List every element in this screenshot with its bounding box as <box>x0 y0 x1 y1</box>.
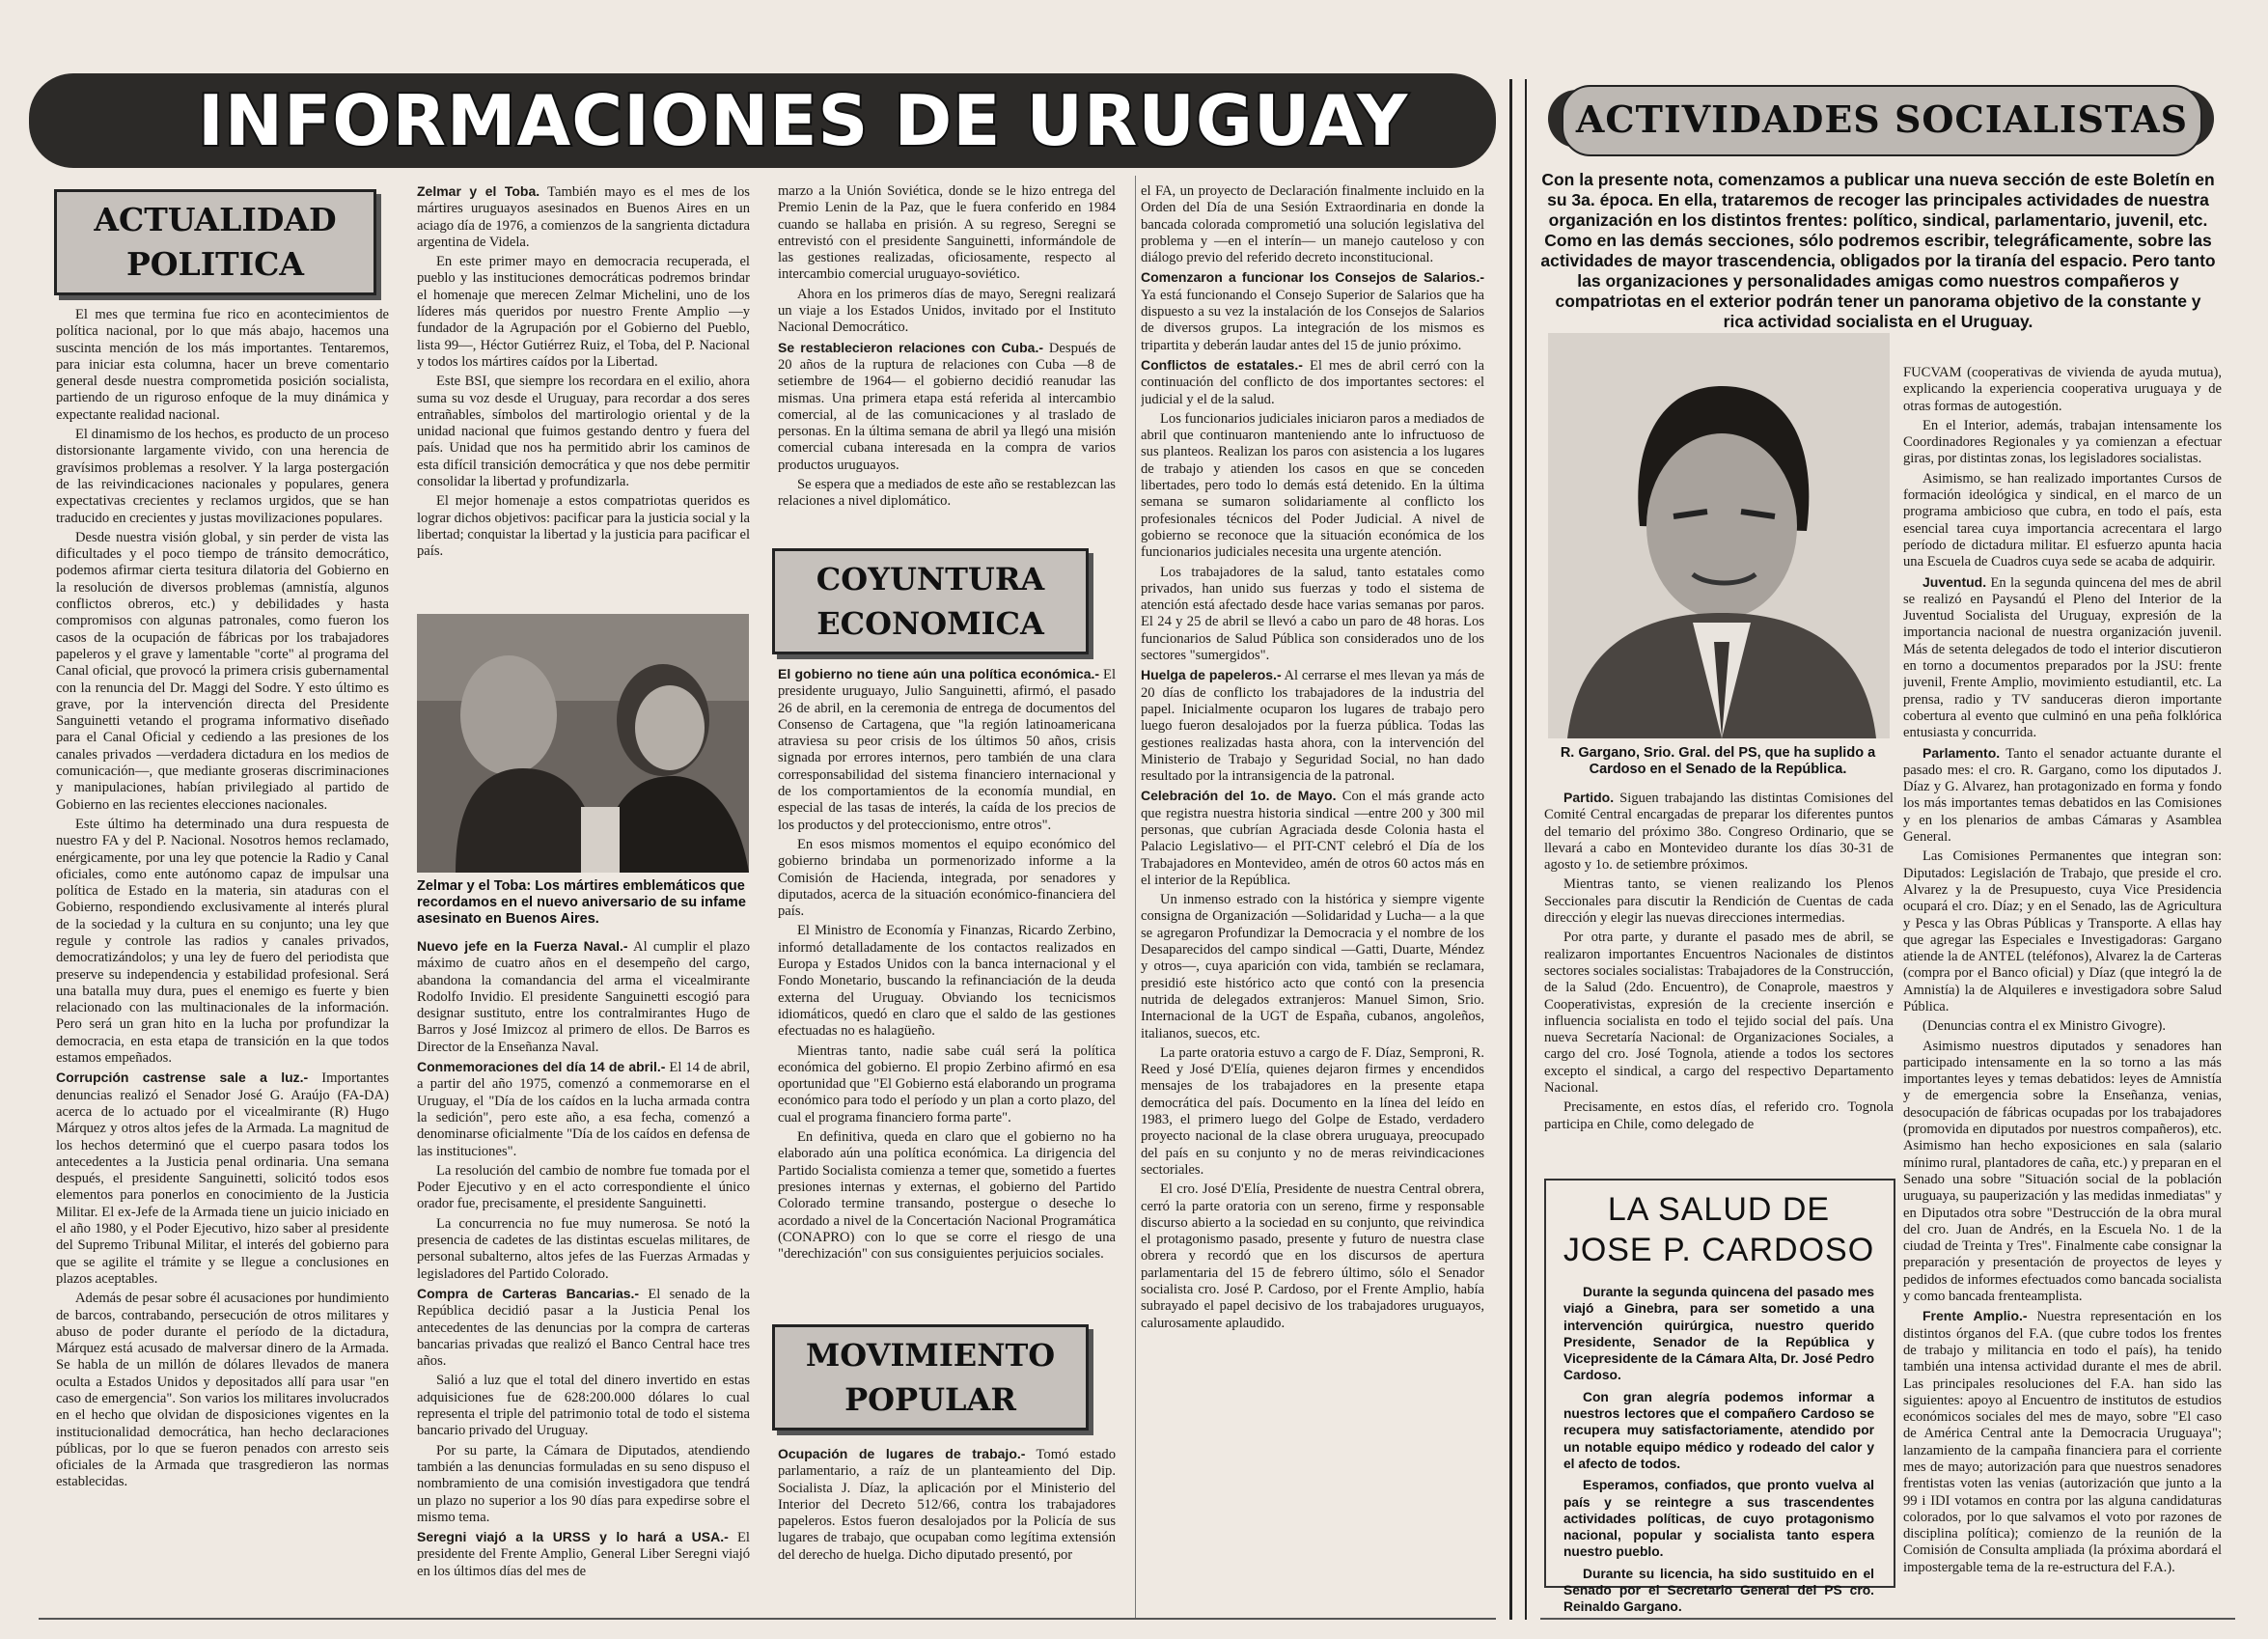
paragraph-text: Siguen trabajando las distintas Comisiones del Comité Central encargadas de preparar los diferentes puntos del temario del próximo 38o. Congreso Ordinario, que se llevará a cabo en Montevideo durante los días 30-31 de agosto y 1o. de setiembre próximos. <box>1544 791 1894 874</box>
column-6 <box>1903 365 2222 1616</box>
section-box-coyuntura <box>772 548 1089 654</box>
paragraph <box>1544 790 1894 874</box>
paragraph-text: Ya está funcionando el Consejo Superior de Salarios que ha dispuesto a su vez la instalación de los Consejos de Salarios de diversos grupos. La integración de los mismos es tripartita y deberán laudar antes del 15 de junio próximo. <box>1141 287 1484 353</box>
subhead: Juventud. <box>1922 573 1987 590</box>
paragraph <box>1141 269 1484 353</box>
section-label-coyuntura-1: COYUNTURA <box>816 561 1045 597</box>
paragraph <box>417 938 750 1056</box>
column-divider-right <box>1525 79 1527 1620</box>
paragraph-text: Tanto el senador actuante durante el pasado mes: el cro. R. Gargano, como los diputados J. Díaz y G. Alvarez, han protagonizado en forma y fondo los más importantes temas debatidos en las Comisiones y en los plenarios de ambas Cámaras y Asamblea General. <box>1903 745 2222 846</box>
paragraph <box>417 183 750 251</box>
subhead: Conmemoraciones del día 14 de abril.- <box>417 1059 666 1075</box>
section-label-coyuntura-2: ECONOMICA <box>816 605 1044 642</box>
paragraph: La parte oratoria estuvo a cargo de F. Díaz, Semproni, R. Reed y José D'Elía, quienes dejaron firmes y encendidos mensajes de los trabajadores en la presente etapa democrática del país. Documento en la línea del leído en 1983, el primero luego del Golpe de Estado, verdadero proyecto nacional de la clase obrera uruguaya, preocupado del país en su conjunto y no de meras reivindicaciones sectoriales. <box>1141 1044 1484 1178</box>
paragraph: Un inmenso estrado con la histórica y siempre vigente consigna de Organización —Solidaridad y Lucha— a la que se agregaron Profundizar la Democracia y el nombre de los Desaparecidos del campo sindical —Gatti, Duarte, Méndez y otros—, cuya aparición con vida, también se reclamara, presidió este histórico acto que contó con la presencia nutrida de delegados extranjeros: Manuel Simon, Srio. Internacional de la UGT de España, cubanos, angoleños, italianos, suecos, etc. <box>1141 892 1484 1042</box>
paragraph <box>1141 667 1484 785</box>
actividades-intro: Con la presente nota, comenzamos a publicar una nueva sección de este Boletín en su 3a. época. En ella, trataremos de recoger las principales actividades de nuestra organización en los distintos frentes: político, sindical, parlamentario, juvenil, etc. Como en las demás secciones, sólo podremos escribir, telegráficamente, sobre las actividades de mayor trascendencia, obligados por la tiranía del espacio. Pero tanto las organizaciones y personalidades amigas como nuestros compañeros y compatriotas en el exterior podrán tener un panorama objetivo de la constante y rica actividad socialista en el Uruguay. <box>1540 170 2216 331</box>
section-label-actualidad-2: POLITICA <box>125 245 305 283</box>
paragraph-text: Al cerrarse el mes llevan ya más de 20 días de conflicto los trabajadores de la industria del papel. Inicialmente ocuparon los lugares de trabajo pero luego fueron desalojados por la fuerza pública. Todas las gestiones realizadas hasta ahora, con la intervención del Ministerio de Trabajo y Seguridad Social, no han dado resultado por la intransigencia de la patronal. <box>1141 668 1484 785</box>
paragraph: Durante su licencia, ha sido sustituido en el Senado por el Secretario General del PS cro. Reinaldo Gargano. <box>1563 1566 1874 1615</box>
paragraph: El cro. José D'Elía, Presidente de nuestra Central obrera, cerró la parte oratoria con un sereno, firme y responsable discurso abierto a la sociedad en su conjunto, que reivindica el protagonismo pasado, presente y futuro de nuestra clase obrera y recordó que en los discursos de apertura parlamentaria del 15 de febrero último, sólo el Senador socialista cro. José P. Cardoso, por el Frente Amplio, había subrayado el papel decisivo de los trabajadores uruguayos, calurosamente aplaudido. <box>1141 1181 1484 1331</box>
paragraph-text: También mayo es el mes de los mártires uruguayos asesinados en Buenos Aires en un aciago día de 1976, a comienzos de la sangrienta dictadura argentina de Videla. <box>417 184 750 250</box>
paragraph <box>417 1059 750 1160</box>
paragraph: Las Comisiones Permanentes que integran son: Diputados: Legislación de Trabajo, que preside el cro. Alvarez y la de Presupuesto, cuya Vice Presidencia ocupará el cro. Díaz; y en el Senado, las de Agricultura y Pesca y las Obras Públicas y Transporte. A ellas hay que agregar las Especiales e Investigadoras: Gargano atiende la de ANTEL (teléfonos), Alvarez la de Carteras (compra por el Banco oficial) y Díaz (que integró la de Amnistía) la de Alquileres e investigadora sobre Salud Pública. <box>1903 848 2222 1014</box>
paragraph-text: El presidente del Frente Amplio, General Liber Seregni viajó en los últimos días del mes de <box>417 1530 750 1579</box>
paragraph <box>778 1446 1116 1564</box>
paragraph <box>417 1529 750 1580</box>
column-2 <box>417 183 750 606</box>
paragraph: FUCVAM (cooperativas de vivienda de ayuda mutua), explicando la experiencia cooperativa uruguaya y de otras formas de autogestión. <box>1903 365 2222 414</box>
paragraph-text: El 14 de abril, a partir del año 1975, comenzó a conmemorarse en el Uruguay, el "Día de los caídos en la lucha armada contra la sedición", pero este año, a esa fecha, comenzó a denominarse oficialmente "Día de los caídos en defensa de las instituciones". <box>417 1060 750 1159</box>
paragraph: Desde nuestra visión global, y sin perder de vista las dificultades y el poco tiempo de tránsito democrático, podemos afirmar cierta tesitura dilatoria del Gobierno en la resolución de diversos problemas (amnistía, algunos conflictos obreros, etc.) y debilidades y hasta compromisos con algunas patronales, como fueron los casos de la ocupación de fábricas por los trabajadores papeleros y el grave y lamentable "corte" al programa del Canal oficial, que provocó la primera crisis gubernamental con la renuncia del Dr. Maggi del Sodre. Y esto último es grave, por la intervención directa del Presidente Sanguinetti vetando el programa informativo diseñado para el Canal Oficial y cediendo a las presiones de los canales privados —verdadera dictadura en los medios de comunicación—, que mediante groseras discriminaciones y manipulaciones, habían privilegiado al partido de Gobierno en las recientes elecciones nacionales. <box>56 529 389 813</box>
paragraph <box>417 1286 750 1370</box>
paragraph: En esos mismos momentos el equipo económico del gobierno brindaba un pormenorizado informe a la Comisión de Hacienda, integrada, por senadores y diputados, acerca de la situación económico-financiera del país. <box>778 836 1116 920</box>
column-4 <box>1141 183 1484 1616</box>
paragraph-text: El senado de la República decidió pasar a la Justicia Penal los antecedentes de las denuncias por la compra de carteras bancarias privadas que realizó el Banco Central hace tres años. <box>417 1286 750 1370</box>
photo-zelmar-toba-image <box>417 614 749 873</box>
photo-zelmar-toba <box>417 614 749 873</box>
paragraph-text: En la segunda quincena del mes de abril se realizó en Paysandú el Pleno del Interior de la Juventud Socialista del Uruguay, expresión de la importancia nacional de nuestra organización juvenil. Más de setenta delegados de todo el interior discutieron en torno a documentos preparados por la JSU: frente juvenil, Frente Amplio, movimiento estudiantil, etc. La prensa, radio y TV sanduceras dieron importante cobertura al evento que culminó en una peña folklórica entusiasta y concurrida. <box>1903 574 2222 741</box>
paragraph-text: Después de 20 años de la ruptura de relaciones con Cuba —8 de setiembre de 1964— el gobierno decidió reanudar las mismas. Una primera etapa está referida al intercambio comercial, al de las comunicaciones y al traslado de personas. En la última semana de abril ya llegó una misión comercial cubana interesada en la compra de varios productos uruguayos. <box>778 340 1116 473</box>
paragraph <box>56 1070 389 1288</box>
photo-gargano-image <box>1548 333 1890 738</box>
paragraph: marzo a la Unión Soviética, donde se le hizo entrega del Premio Lenin de la Paz, que le fuera conferido en 1984 cuando se hallaba en prisión. A su regreso, Seregni se entrevistó con el presidente Sanguinetti, informándole de las gestiones realizadas, oficiosamente, respecto al intercambio comercial uruguayo-soviético. <box>778 183 1116 283</box>
subhead: Ocupación de lugares de trabajo.- <box>778 1446 1026 1461</box>
column-2-lower <box>417 938 750 1614</box>
paragraph: Los trabajadores de la salud, tanto estatales como privados, han unido sus fuerzas y todo el sistema de atención está afectado desde hace varias semanas por paros. El 24 y 25 de abril se llevó a cabo un paro de 48 horas. Los funcionarios de Salud Pública son considerados uno de los sectores "sumergidos". <box>1141 564 1484 664</box>
paragraph <box>1903 574 2222 742</box>
paragraph: El mes que termina fue rico en acontecimientos de política nacional, por lo que más abajo, hacemos una suscinta mención de los más importantes. Tentaremos, para iniciar esta columna, hacer un breve comentario general desde nuestra comprometida posición socialista, partiendo de un riguroso enfoque de la muy dinámica y expectante realidad nacional. <box>56 307 389 423</box>
subhead: Nuevo jefe en la Fuerza Naval.- <box>417 938 628 954</box>
paragraph-text: El presidente uruguayo, Julio Sanguinetti, afirmó, el pasado 26 de abril, en la ceremonia de entrega de documentos del Consenso de Cartagena, que "la región latinoamericana atraviesa su peor crisis de los últimos 50 años, crisis signada por errores internos, pero también de una clara corresponsabilidad del sistema financiero internacional y de los comportamientos de la economía mundial, en especial de las tasas de interés, la caída de los precios de los productos y del proteccionismo, entre otros". <box>778 667 1116 833</box>
subhead: Compra de Carteras Bancarias.- <box>417 1285 640 1301</box>
paragraph: En definitiva, queda en claro que el gobierno no ha elaborado aún una política económica. La dirigencia del Partido Socialista comienza a temer que, sometido a fuertes presiones internas y externas, el gobierno del Partido Colorado termine transando, postergue o deseche lo acordado a nivel de la Concertación Nacional Programática (CONAPRO) con lo que se corre el riesgo de una "derechización" con sus consiguientes perjuicios sociales. <box>778 1129 1116 1263</box>
paragraph: Además de pesar sobre él acusaciones por hundimiento de barcos, contrabando, persecución de otros militares y abuso de poder durante el período de la dictadura, Márquez está acusado de malversar dinero de la Armada. Se habla de un millón de dólares llevados de manera oculta a Estados Unidos y depositados allí para usar "en caso de emergencia". Son varios los militares involucrados en el hecho que olvidan de disposiciones vigentes en la institucionalidad democrática, han hecho declaraciones públicas, por lo que se fueron penados con arresto seis oficiales de la Armada que trasgredieron las normas establecidas. <box>56 1291 389 1490</box>
paragraph <box>778 340 1116 474</box>
subhead: El gobierno no tiene aún una política económica.- <box>778 666 1100 681</box>
salud-title-line-1: LA SALUD DE <box>1607 1191 1831 1228</box>
paragraph: Durante la segunda quincena del pasado mes viajó a Ginebra, para ser sometido a una intervención quirúrgica, nuestro querido Presidente, Senador de la República y Vicepresidente de la Cámara Alta, Dr. José Pedro Cardoso. <box>1563 1285 1874 1383</box>
salud-title-line-2: JOSE P. CARDOSO <box>1563 1232 1875 1268</box>
paragraph: El Ministro de Economía y Finanzas, Ricardo Zerbino, informó detalladamente de los contactos realizados en Europa y Estados Unidos con la banca internacional y el Fondo Monetario, buscando la refinanciación de la deuda externa del Uruguay. Obviando los tecnicismos idiomáticos, quedó en claro que el saldo de las gestiones efectuadas no es halagüeño. <box>778 923 1116 1040</box>
paragraph: Ahora en los primeros días de mayo, Seregni realizará un viaje a los Estados Unidos, invitado por el Instituto Nacional Democrático. <box>778 286 1116 336</box>
column-3 <box>778 183 1116 541</box>
section-title-actividades: ACTIVIDADES SOCIALISTAS <box>1562 85 2202 156</box>
paragraph: En este primer mayo en democracia recuperada, el pueblo y las instituciones democráticas podremos brindar el homenaje que merecen Zelmar Michelini, uno de los líderes más queridos por nuestro Frente Amplio —y fundador de la Agrupación por el Gobierno del Pueblo, lista 99—, Héctor Gutiérrez Ruiz, el Toba, del P. Nacional y todos los mártires caídos por la Libertad. <box>417 254 750 370</box>
bottom-rule-left <box>39 1618 1496 1620</box>
subhead: Parlamento. <box>1922 744 2001 761</box>
section-label-actualidad-1: ACTUALIDAD <box>94 201 337 238</box>
paragraph: Salió a luz que el total del dinero invertido en estas adquisiciones fue de 628:200.000 dólares lo cual representa el triple del patrimonio total de todo el sistema bancario privado del Uruguay. <box>417 1373 750 1439</box>
section-box-movimiento <box>772 1324 1089 1431</box>
page-title: INFORMACIONES DE URUGUAY <box>198 80 1409 161</box>
paragraph <box>1903 745 2222 847</box>
paragraph: La concurrencia no fue muy numerosa. Se notó la presencia de cadetes de las distintas escuelas militares, de personal subalterno, altos jefes de las Fuerzas Armadas y legisladores del Partido Colorado. <box>417 1215 750 1282</box>
paragraph: Con gran alegría podemos informar a nuestros lectores que el compañero Cardoso se recupera muy satisfactoriamente, atendido por un notable equipo médico y rodeado del calor y el afecto de todos. <box>1563 1389 1874 1471</box>
paragraph: Esperamos, confiados, que pronto vuelva al país y se reintegre a sus trascendentes actividades políticas, de cuyo protagonismo nacional, popular y socialista tanto espera nuestro pueblo. <box>1563 1478 1874 1560</box>
subhead: Zelmar y el Toba. <box>417 183 540 199</box>
subhead: Comenzaron a funcionar los Consejos de Salarios.- <box>1141 269 1484 286</box>
subhead: Se restablecieron relaciones con Cuba.- <box>778 339 1044 355</box>
paragraph: En el Interior, además, trabajan intensamente los Coordinadores Regionales y ya comienzan a efectuar giras, por distintas zonas, los legisladores socialistas. <box>1903 417 2222 467</box>
paragraph: Asimismo, se han realizado importantes Cursos de formación ideológica y sindical, en el marco de un programa ambicioso que cubra, en todo el país, esta esencial tarea cuya importancia acrecentara el largo período de dictadura militar. El esfuerzo apunta hacia una Escuela de Cuadros cuya sede se acaba de adquirir. <box>1903 470 2222 570</box>
subhead: Corrupción castrense sale a luz.- <box>56 1070 309 1086</box>
paragraph-text: Importantes denuncias realizó el Senador José G. Araújo (FA-DA) acerca de lo actuado por el vicealmirante (R) Hugo Márquez y otros altos jefes de la Armada. La magnitud de los hechos determinó que el cuerpo pasara todos los antecedentes a la Justicia penal ordinaria. Una semana después, el presidente Sanguinetti, solicitó todos esos elementos para ponerlos en conocimiento de la Justicia Militar. El ex-Jefe de la Armada tiene un juicio iniciado en el año 1980, y el Poder Ejecutivo, hizo saber al presidente del Supremo Tribunal Militar, el interés del gobierno para que se agilite el trámite y se llegue a conclusiones en plazos aceptables. <box>56 1070 389 1287</box>
gutter-rule-col4 <box>1135 176 1136 1618</box>
paragraph: Mientras tanto, se vienen realizando los Plenos Seccionales para discutir la Rendición de Cuentas de cada dirección y elegir las nuevas direcciones intermedias. <box>1544 876 1894 927</box>
paragraph <box>1903 1308 2222 1576</box>
paragraph: El dinamismo de los hechos, es producto de un proceso distorsionante largamente vivido, con una herencia de gravísimos problemas a resolver. Y la larga postergación de las reivindicaciones nacionales y populares, genera expectativas crecientes y reclamos urgidos, que se han traducido en crecientes y justas movilizaciones populares. <box>56 427 389 526</box>
subhead: Partido. <box>1563 790 1615 805</box>
photo-caption-gargano: R. Gargano, Srio. Gral. del PS, que ha suplido a Cardoso en el Senado de la República. <box>1560 745 1876 777</box>
paragraph: (Denuncias contra el ex Ministro Givogre). <box>1922 1018 2167 1035</box>
paragraph: Los funcionarios judiciales iniciaron paros a mediados de abril que continuaron manteniendo ante lo infructuoso de sus planteos. Realizan los paros con asistencia a los lugares de trabajo y atienden los casos en que se conceden libertades, pero todo lo demás está detenido. En la última semana se sumaron solidariamente al conflicto los profesionales técnicos del Poder Judicial. A nivel de gobierno se reconoce que la situación económica de los funcionarios judiciales necesita una urgente atención. <box>1141 410 1484 561</box>
paragraph: Asimismo nuestros diputados y senadores han participado intensamente en la so torno a las más importantes leyes y temas debatidos: leyes de Amnistía y de emergencia sobre la Enseñanza, venias, desocupación de fábricas ocupadas por los trabajadores (promovida en diputados por nuestros compañeros), etc. Asimismo han hecho exposiciones en sala (salario mínimo rural, plantadores de caña, etc.) y preparan en el Senado una sobre "Situación social de la población uruguaya, su pauperización y las medidas inmediatas" y en Diputados otra sobre "Destrucción de la obra mural del cro. Juan de Andrés, en la Escuela No. 1 de la ciudad de Treinta y Tres". Finalmente cabe consignar la preparación y presentación de proyectos de leyes y pedidos de informes efectuados como bancada socialista y como bancada frenteamplista. <box>1903 1038 2222 1305</box>
column-3-middle <box>778 666 1116 1313</box>
paragraph <box>1141 788 1484 889</box>
column-3-lower <box>778 1446 1116 1616</box>
paragraph: La resolución del cambio de nombre fue tomada por el Poder Ejecutivo y en el acto correspondiente el único orador fue, precisamente, el presidente Sanguinetti. <box>417 1162 750 1212</box>
section-box-actualidad <box>54 189 376 295</box>
paragraph <box>1141 357 1484 408</box>
paragraph: Se espera que a mediados de este año se restablezcan las relaciones a nivel diplomático. <box>778 477 1116 510</box>
paragraph-text: Con el más grande acto que registra nuestra historia sindical —entre 200 y 300 mil personas, que cubrían Agraciada desde Colonia hasta el Palacio Legislativo— el PIT-CNT celebró el Día de los Trabajadores en Montevideo, amén de otros 60 actos más en el interior de la República. <box>1141 789 1484 888</box>
subhead: Huelga de papeleros.- <box>1141 667 1282 683</box>
section-label-movimiento-2: POPULAR <box>844 1381 1016 1418</box>
paragraph: Mientras tanto, nadie sabe cuál será la política económica del gobierno. El propio Zerbino afirmó en esa oportunidad que "El Gobierno está elaborando un programa económico para todo el período y un plan a corto plazo, del cual el programa financiero forma parte". <box>778 1042 1116 1125</box>
paragraph: El mejor homenaje a estos compatriotas queridos es lograr dichos objetivos: pacificar para la justicia social y la libertad; conquistar la libertad y la justicia para pacificar el país. <box>417 493 750 560</box>
column-5 <box>1544 790 1894 1168</box>
photo-caption-zelmar: Zelmar y el Toba: Los mártires emblemáticos que recordamos en el nuevo aniversario de su infame asesinato en Buenos Aires. <box>417 878 746 927</box>
paragraph: el FA, un proyecto de Declaración finalmente incluido en la Orden del Día de una Sesión Extraordinaria en donde la bancada colorada comprometió una solución legislativa del problema y —en el interín— un manejo cauteloso y con diálogo previo del referido decreto inconstitucional. <box>1141 183 1484 266</box>
paragraph: Precisamente, en estos días, el referido cro. Tognola participa en Chile, como delegado de <box>1544 1099 1894 1132</box>
paragraph <box>778 666 1116 834</box>
paragraph-text: El mes de abril cerró con la continuación del conflicto de dos importantes sectores: el judicial y el de la salud. <box>1141 357 1484 407</box>
subhead: Frente Amplio.- <box>1922 1308 2028 1324</box>
section-label-movimiento-1: MOVIMIENTO <box>805 1337 1056 1374</box>
subhead: Conflictos de estatales.- <box>1141 356 1303 373</box>
subhead: Celebración del 1o. de Mayo. <box>1141 788 1337 804</box>
paragraph: Este BSI, que siempre los recordara en el exilio, ahora suma su voz desde el Uruguay, para recordar a dos seres entrañables, símbolos del martirologio oriental y de la unidad nacional que fuimos gestando dentro y fuera del país. Unidad que nos ha permitido abrir los caminos de esta difícil transición democrática y que nos debe permitir consolidar la libertad y profundizarla. <box>417 374 750 490</box>
subhead: Seregni viajó a la URSS y lo hará a USA.- <box>417 1529 729 1545</box>
column-1 <box>56 307 389 1610</box>
paragraph: Por su parte, la Cámara de Diputados, atendiendo también a las denuncias formuladas en su seno dispuso el nombramiento de una comisión investigadora que tendrá un plazo no superior a los 90 días para expedirse sobre el mismo tema. <box>417 1442 750 1525</box>
paragraph: Este último ha determinado una dura respuesta de nuestro FA y del P. Nacional. Nosotros hemos reclamado, enérgicamente, por una ley que potencie la Radio y Canal oficiales, como ente autónomo capaz de impulsar una política de Estado en la materia, sin ataduras con el Gobierno, respondiendo exclusivamente al interés plural de la sociedad y la cultura en su conjunto; una ley que regule y controle las radios y canales privados, democratizándolos; y una ley de fuero del periodista que preserve su independencia y estabilidad profesional. Será una batalla muy dura, pues el enemigo es fuerte y bien relacionado con las multinacionales de la información. Pero será un gran hito en la lucha por profundizar la democracia, en esta etapa de transición en la que todos estamos empeñados. <box>56 816 389 1067</box>
salud-cardoso-text <box>1563 1284 1874 1621</box>
paragraph-text: Tomó estado parlamentario, a raíz de un planteamiento del Dip. Socialista J. Díaz, la aplicación por el Ministerio del Interior del Decreto 512/66, contra los trabajadores papeleros. Estos fueron desalojados por la Policía de sus lugares de trabajo, que ocupaban como legítima extensión del derecho de huelga. Dicho diputado presentó, por <box>778 1447 1116 1563</box>
photo-gargano <box>1548 333 1890 738</box>
paragraph-text: Al cumplir el plazo máximo de cuatro años en el desempeño del cargo, abandona la comandancia del arma el vicealmirante Rodolfo Invidio. El presidente Sanguinetti escogió para designar sustituto, entre los contralmirantes Hugo de Barros y José Imizcoz al primero de ellos. De Barros es Director de la Enseñanza Naval. <box>417 939 750 1055</box>
paragraph: Por otra parte, y durante el pasado mes de abril, se realizaron importantes Encuentros Nacionales de distintos sectores sociales socialistas: Trabajadores de la Construcción, de la Salud (2do. Encuentro), de Conaprole, maestros y Cooperativistas, expresión de la creciente inserción e influencia socialista en todo el tejido social del país. Una nueva Secretaría Nacional: de Organizaciones Sociales, a cargo del cro. José Tognola, atiende a todos los sectores excepto el sindical, a cargo del respectivo Departamento Nacional. <box>1544 930 1894 1097</box>
salud-cardoso-title <box>1544 1189 1894 1270</box>
column-divider-center <box>1509 79 1512 1620</box>
paragraph-text: Nuestra representación en los distintos órganos del F.A. (que cubre todos los frentes de trabajo y militancia en todo el país), ha tenido también una intensa actividad durante el mes de abril. Las principales resoluciones del F.A. han sido las siguientes: apoyo al Encuentro de institutos de estudios económicos sociales del mes de mayo, sobre "El caso de América Central ante la Democracia Uruguaya"; lanzamiento de la campaña financiera para el corriente mes de mayo; autorización para que nuestros senadores frentistas voten las venias (autorización que junto a la 99 i IDI votamos en contra por las alguna candidaturas colorados, por lo que salvamos el voto por razones de disciplina política); comienzo de la reunión de la Comisión de Consulta ampliada (la próxima abordará el impostergable tema de la re-estructura del F.A.). <box>1903 1309 2222 1575</box>
